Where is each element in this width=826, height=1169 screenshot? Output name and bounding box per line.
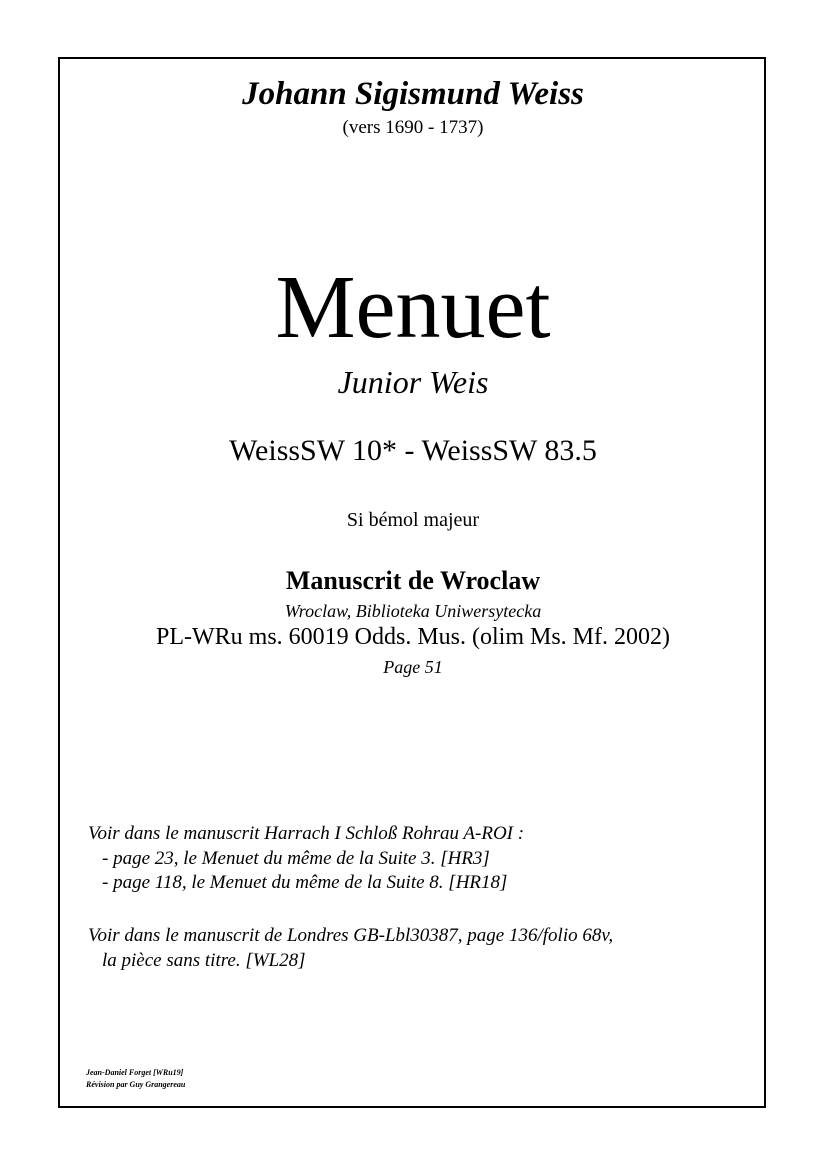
credits: [86, 1067, 185, 1091]
manuscript-library: Wroclaw, Biblioteka Uniwersytecka: [284, 601, 542, 621]
note-item: - page 118, le Menuet du même de la Suite 8. [HR18]: [102, 872, 508, 893]
concordance-note-harrach: [88, 822, 524, 896]
note-intro: Voir dans le manuscrit Harrach I Schloß Rohrau A-ROI :: [88, 823, 525, 844]
credit-revision: Révision par Guy Grangereau: [86, 1080, 186, 1089]
composer-dates: (vers 1690 - 1737): [342, 117, 484, 138]
concordance-note-london: [88, 924, 613, 973]
key-signature: Si bémol majeur: [346, 509, 480, 531]
manuscript-page: Page 51: [383, 657, 443, 677]
catalog-numbers: WeissSW 10* - WeissSW 83.5: [229, 434, 597, 467]
piece-title: Menuet: [275, 258, 551, 357]
credit-editor: Jean-Daniel Forget [WRu19]: [86, 1068, 184, 1077]
note-item: la pièce sans titre. [WL28]: [102, 949, 306, 971]
manuscript-shelfmark: PL-WRu ms. 60019 Odds. Mus. (olim Ms. Mf. 2002): [155, 624, 671, 650]
note-intro: Voir dans le manuscrit de Londres GB-Lbl30387, page 136/folio 68v,: [88, 925, 614, 946]
composer-name: Johann Sigismund Weiss: [242, 76, 584, 112]
note-item: - page 23, le Menuet du même de la Suite 3. [HR3]: [102, 847, 490, 869]
manuscript-title: Manuscrit de Wroclaw: [285, 566, 541, 595]
piece-subtitle: Junior Weis: [337, 364, 489, 400]
